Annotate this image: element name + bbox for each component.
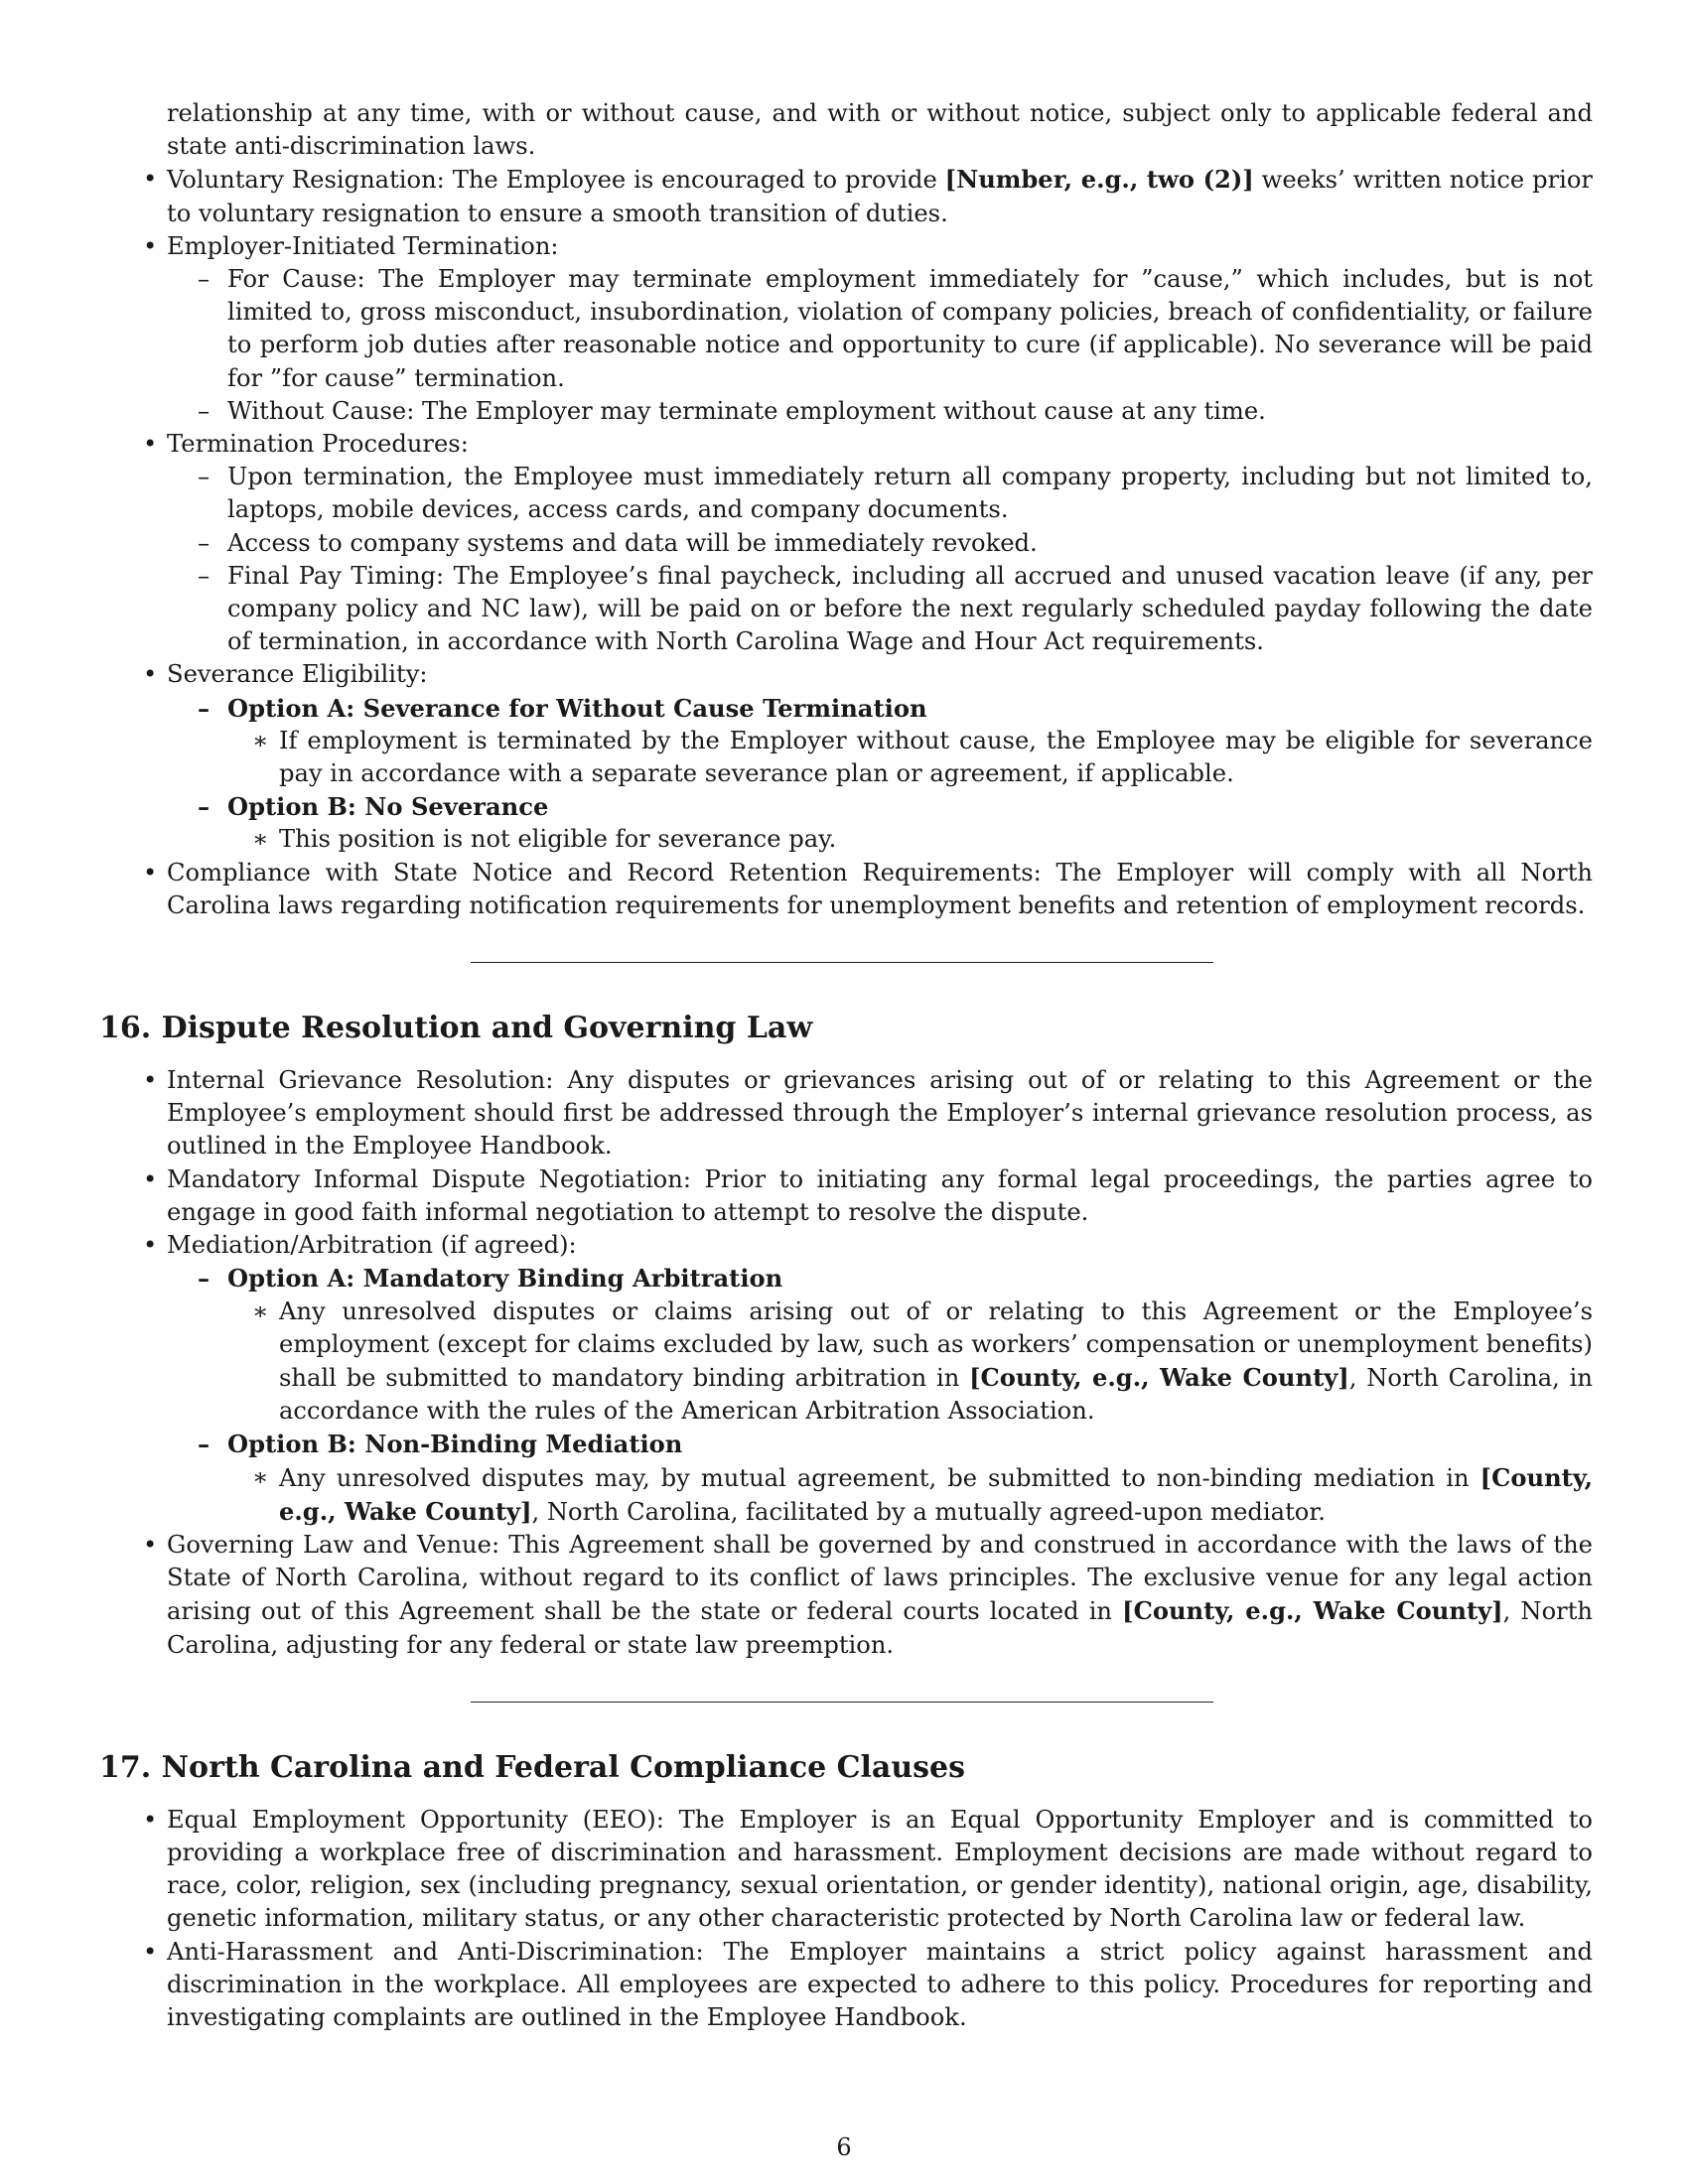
list-item-employer-initiated: • Employer-Initiated Termination: (167, 230, 1593, 263)
dash-icon: – (198, 1264, 211, 1294)
section-divider (471, 962, 1213, 963)
bullet-icon: • (143, 858, 158, 887)
list-item-eeo: • Equal Employment Opportunity (EEO): The Employer is an Equal Opportunity Employer and is committed to providing a workplace free of discrimination and harassment. Employment decisions are made without regard to race, color, religion, sex (including pregnancy, sexual orientation, or gender identity), national origin, age, disability, genetic information, military status, or any other characteristic protected by North Carolina law or federal law. (143, 1805, 1593, 1933)
bullet-icon: • (143, 231, 158, 260)
section-divider (471, 1702, 1213, 1703)
list-item-mediation-arbitration: • Mediation/Arbitration (if agreed): (167, 1229, 1593, 1262)
bullet-icon: • (143, 430, 158, 459)
sublist-item-arbitration-option-a: – Option A: Mandatory Binding Arbitration (227, 1262, 1593, 1295)
dash-icon: – (198, 265, 211, 294)
subsublist-item-severance-b-text: ∗ This position is not eligible for severance pay. (279, 823, 1593, 856)
asterisk-icon: ∗ (252, 1462, 269, 1491)
dash-icon: – (198, 693, 211, 723)
bullet-icon: • (143, 1937, 158, 1966)
dash-icon: – (198, 396, 211, 425)
section-heading-17: 17. North Carolina and Federal Compliance Clauses (99, 1749, 966, 1785)
page-number: 6 (836, 2133, 852, 2161)
sublist-item-severance-option-a: – Option A: Severance for Without Cause Termination (227, 692, 1593, 725)
list-item-informal-negotiation: • Mandatory Informal Dispute Negotiation: Prior to initiating any formal legal proceedings, the parties agree to engage in good faith informal negotiation to attempt to resolve the dispute. (143, 1164, 1593, 1226)
continued-paragraph: relationship at any time, with or without cause, and with or without notice, subject only to applicable federal and state anti-discrimination laws. (167, 99, 1593, 161)
dash-icon: – (198, 792, 211, 822)
dash-icon: – (198, 1430, 211, 1459)
dash-icon: – (198, 528, 211, 557)
sublist-item-without-cause: – Without Cause: The Employer may terminate employment without cause at any time. (227, 395, 1593, 428)
subsublist-item-arbitration-text: ∗ Any unresolved disputes or claims arising out of or relating to this Agreement or the Employee’s employment (except for claims excluded by law, such as workers’ compensation or unemployment benefits) shall be submitted to mandatory binding arbitration in [County, e.g., Wake County], North Carolina, in accordance with the rules of the American Arbitration Association. (252, 1297, 1593, 1426)
bullet-icon: • (143, 1164, 158, 1193)
dash-icon: – (198, 463, 211, 491)
list-item-internal-grievance: • Internal Grievance Resolution: Any disputes or grievances arising out of or relating to this Agreement or the Employee’s employment should first be addressed through the Employer’s internal grievance resolution process, as outlined in the Employee Handbook. (143, 1066, 1593, 1160)
sublist-item-return-property: – Upon termination, the Employee must immediately return all company property, including but not limited to, laptops, mobile devices, access cards, and company documents. (198, 463, 1593, 524)
asterisk-icon: ∗ (252, 825, 269, 854)
sublist-item-severance-option-b: – Option B: No Severance (227, 790, 1593, 823)
list-item-severance: • Severance Eligibility: (167, 658, 1593, 691)
section-heading-16: 16. Dispute Resolution and Governing Law (99, 1011, 813, 1046)
list-item-anti-harassment: • Anti-Harassment and Anti-Discrimination: The Employer maintains a strict policy against harassment and discrimination in the workplace. All employees are expected to adhere to this policy. Procedures for reporting and investigating complaints are outlined in the Employee Handbook. (143, 1937, 1593, 2031)
sublist-item-mediation-option-b: – Option B: Non-Binding Mediation (227, 1428, 1593, 1460)
asterisk-icon: ∗ (252, 726, 269, 754)
list-item-governing-law: • Governing Law and Venue: This Agreement shall be governed by and construed in accordance with the laws of the State of North Carolina, without regard to its conflict of laws principles. The exclusive venue for any legal action arising out of this Agreement shall be the state or federal courts located in [County, e.g., Wake County], North Carolina, adjusting for any federal or state law preemption. (143, 1530, 1594, 1659)
bullet-icon: • (143, 1530, 158, 1559)
bullet-icon: • (143, 165, 158, 194)
subsublist-item-mediation-text: ∗ Any unresolved disputes may, by mutual agreement, be submitted to non-binding mediation in [County, e.g., Wake County], North Carolina, facilitated by a mutually agreed-upon mediator. (252, 1462, 1593, 1526)
bullet-icon: • (143, 660, 158, 689)
bullet-icon: • (143, 1066, 158, 1095)
document-page (99, 97, 1594, 2034)
sublist-item-final-pay: – Final Pay Timing: The Employee’s final paycheck, including all accrued and unused vacation leave (if any, per company policy and NC law), will be paid on or before the next regularly scheduled payday following the date of termination, in accordance with North Carolina Wage and Hour Act requirements. (198, 561, 1593, 656)
asterisk-icon: ∗ (252, 1297, 269, 1325)
list-item-voluntary-resignation: • Voluntary Resignation: The Employee is encouraged to provide [Number, e.g., two (2)] weeks’ written notice prior to voluntary resignation to ensure a smooth transition of duties. (143, 165, 1593, 227)
bullet-icon: • (143, 1805, 158, 1834)
dash-icon: – (198, 561, 211, 590)
subsublist-item-severance-a-text: ∗ If employment is terminated by the Employer without cause, the Employee may be eligible for severance pay in accordance with a separate severance plan or agreement, if applicable. (252, 726, 1593, 788)
bullet-icon: • (143, 1231, 158, 1260)
sublist-item-access-revoked: – Access to company systems and data will be immediately revoked. (227, 527, 1593, 560)
list-item-compliance-notice: • Compliance with State Notice and Record Retention Requirements: The Employer will comply with all North Carolina laws regarding notification requirements for unemployment benefits and retention of employment records. (143, 858, 1593, 919)
sublist-item-for-cause: – For Cause: The Employer may terminate employment immediately for ”cause,” which includes, but is not limited to, gross misconduct, insubordination, violation of company policies, breach of confidentiality, or failure to perform job duties after reasonable notice and opportunity to cure (if applicable). No severance will be paid for ”for cause” termination. (198, 265, 1593, 392)
list-item-termination-procedures: • Termination Procedures: (167, 428, 1593, 461)
